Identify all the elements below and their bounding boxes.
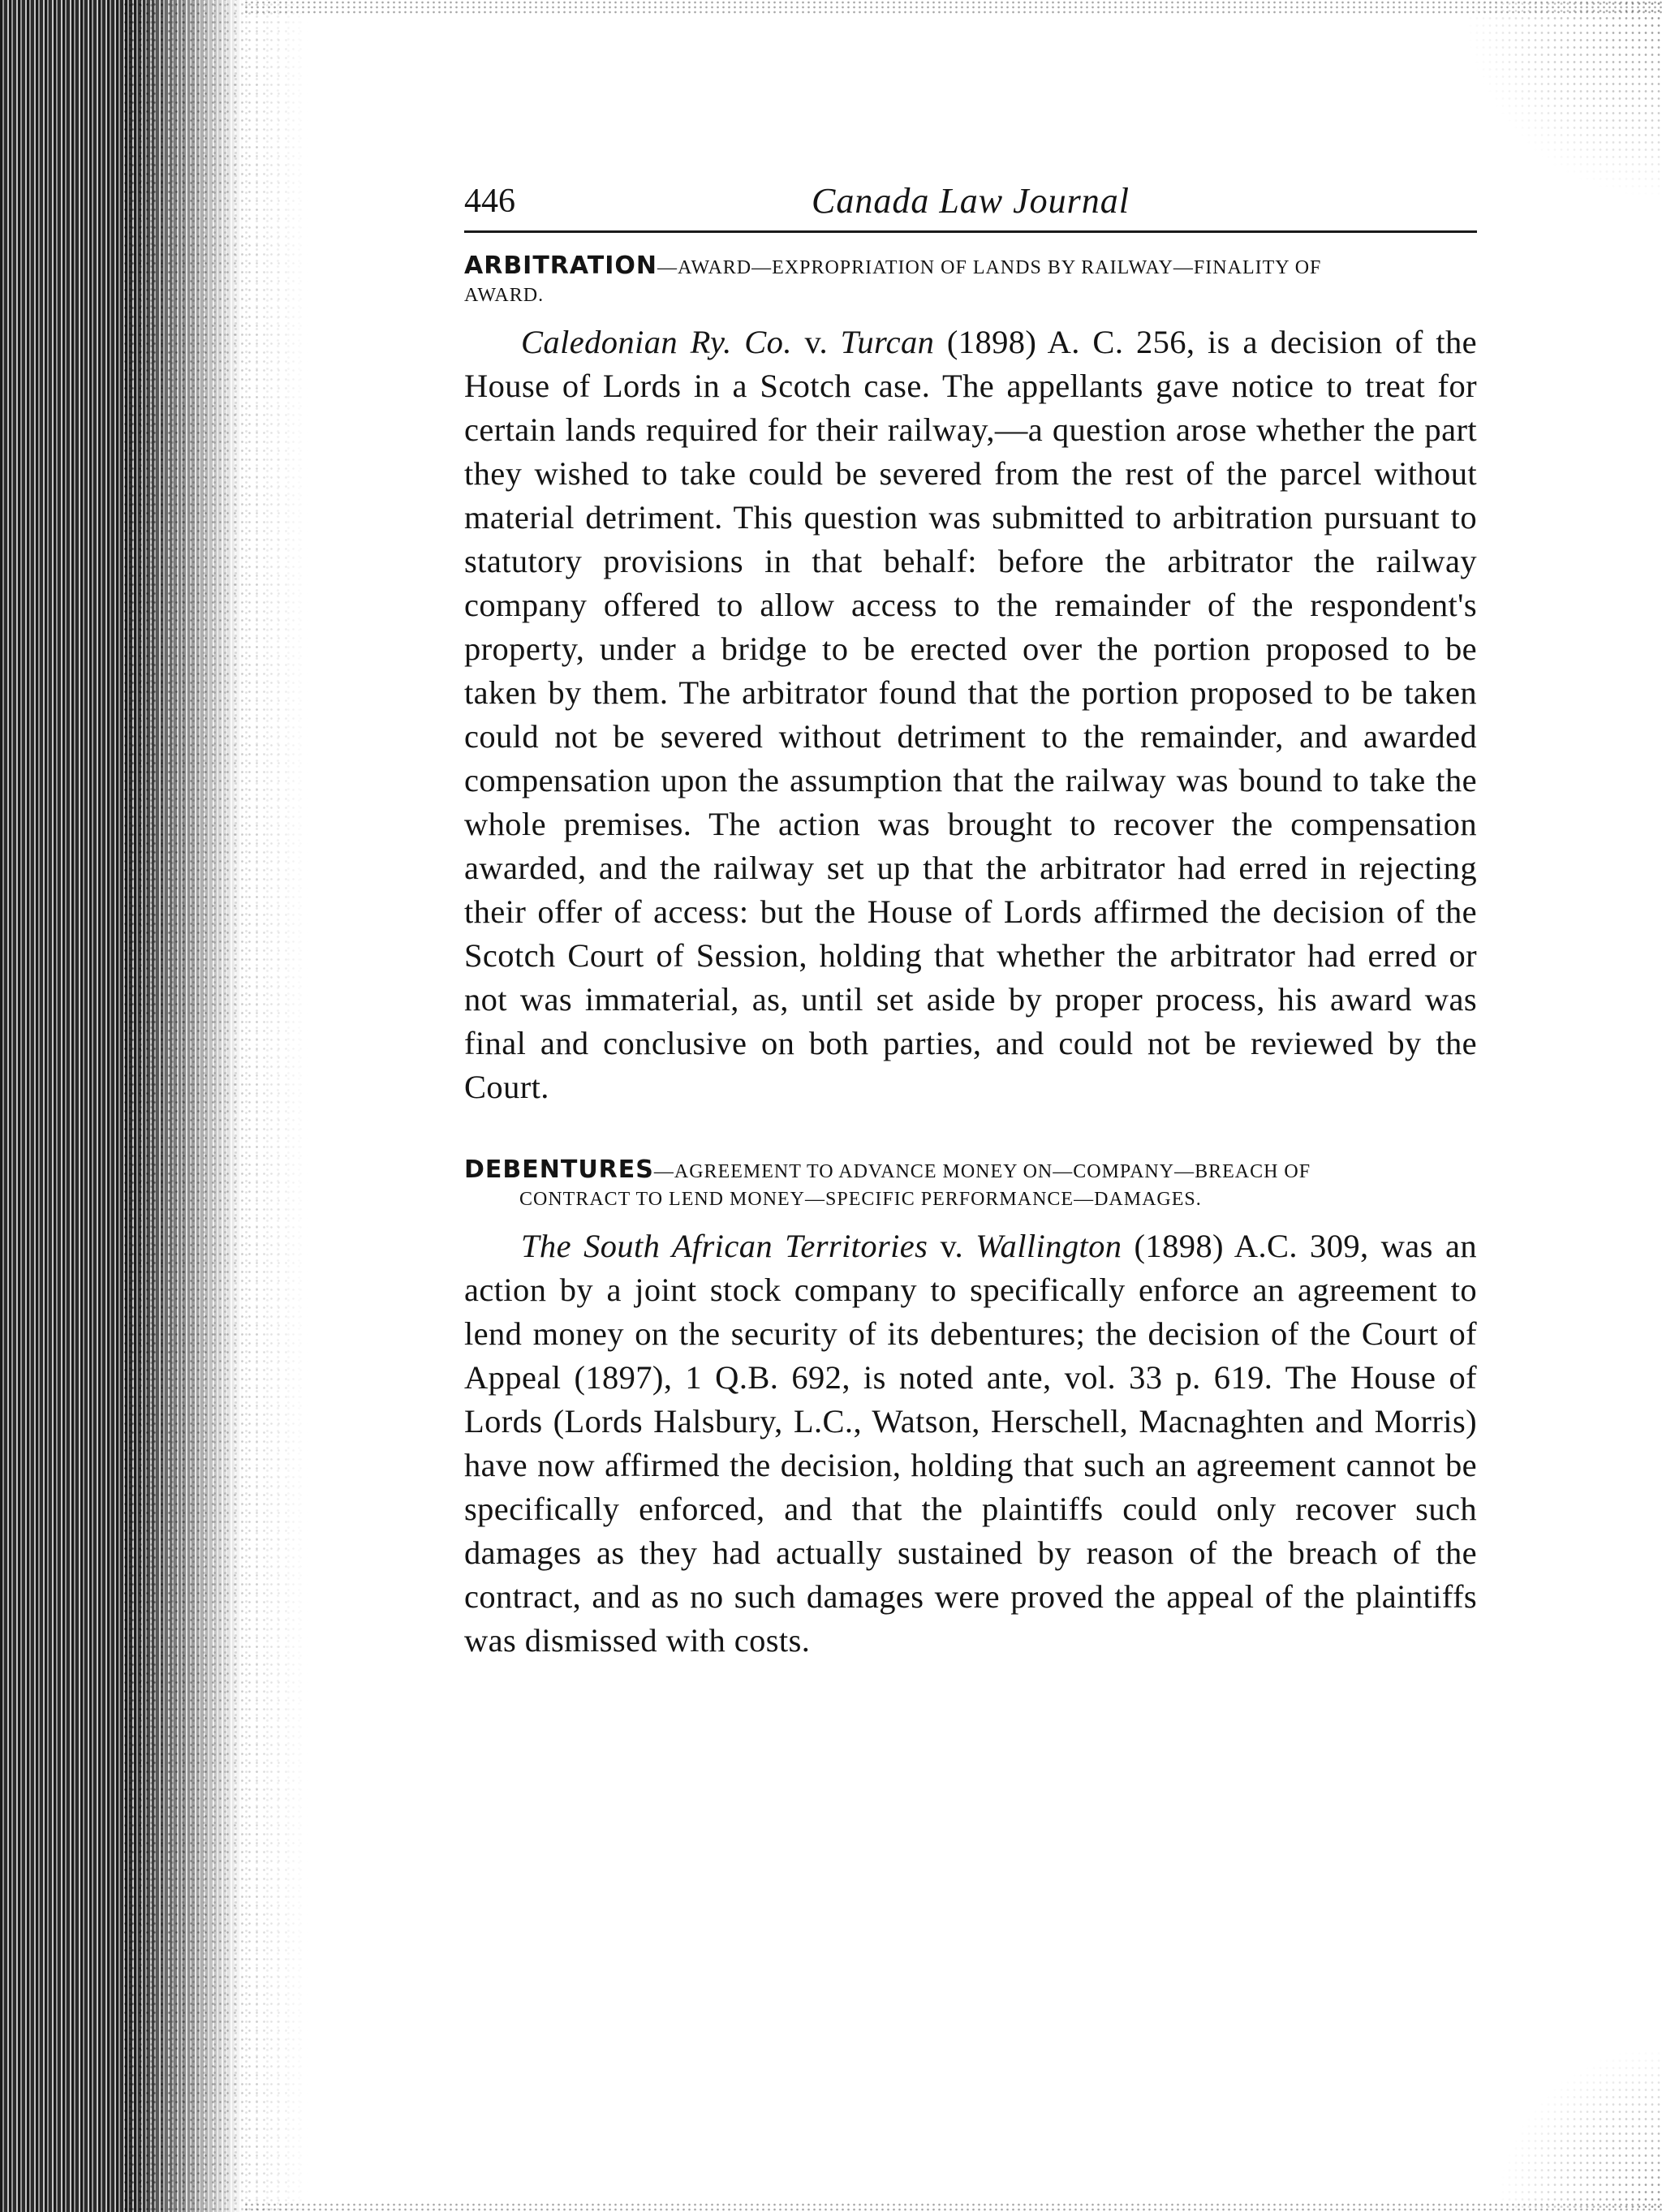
corner-noise-top-right [1467, 0, 1662, 195]
top-edge-noise [243, 0, 1662, 15]
heading-rest: —AGREEMENT TO ADVANCE MONEY ON—COMPANY—BREACH OF [653, 1161, 1311, 1182]
case-name-2: Turcan [840, 324, 935, 360]
paragraph-text: (1898) A. C. 256, is a decision of the House of Lords in a Scotch case. The appellants gave notice to treat for certain lands required for their railway,—a question arose whether the part they wished to take could be severed from the rest of the parcel without material detriment. This question was submitted to arbitration pursuant to statutory provisions in that behalf: before the arbitrator the railway company offered to allow access to the remainder of the respondent's property, under a bridge to be erected over the portion proposed to be taken by them. The arbitrator found that the portion proposed to be taken could not be severed without detriment to the remainder, and awarded compensation upon the assumption that the railway was bound to take the whole premises. The action was brought to recover the compensation awarded, and the railway set up that the arbitrator had erred in rejecting their offer of access: but the House of Lords affirmed the decision of the Scotch Court of Session, holding that whether the arbitrator had erred or not was immaterial, as, until set aside by proper process, his award was final and conclusive on both parties, and could not be reviewed by the Court. [464, 324, 1477, 1105]
heading-lead: ARBITRATION [464, 252, 658, 280]
journal-title: Canada Law Journal [811, 181, 1130, 221]
corner-noise-bottom-right [1500, 2050, 1662, 2212]
case-name: The South African Territories [521, 1228, 928, 1264]
bottom-edge-noise [243, 2202, 1662, 2212]
paragraph-debentures [464, 1224, 1477, 1663]
heading-lead: DEBENTURES [464, 1155, 654, 1184]
section-heading-arbitration [464, 252, 1477, 309]
paragraph-arbitration [464, 321, 1477, 1109]
case-name: Caledonian Ry. Co. [521, 324, 792, 360]
heading-rest: —AWARD—EXPROPRIATION OF LANDS BY RAILWAY—FINALITY OF [657, 257, 1322, 278]
page-number: 446 [464, 183, 515, 220]
heading-continuation: AWARD. [464, 285, 545, 306]
heading-continuation: CONTRACT TO LEND MONEY—SPECIFIC PERFORMANCE—DAMAGES. [519, 1189, 1202, 1210]
case-name-2: Wallington [975, 1228, 1122, 1264]
running-head [464, 180, 1477, 233]
paragraph-text: (1898) A.C. 309, was an action by a joint stock company to specifically enforce an agreement to lend money on the security of its debentures; the decision of the Court of Appeal (1897), 1 Q.B. 692, is noted ante, vol. 33 p. 619. The House of Lords (Lords Halsbury, L.C., Watson, Herschell, Macnaghten and Morris) have now affirmed the decision, holding that such an agreement cannot be specifically enforced, and that the plaintiffs could only recover such damages as they had actually sustained by reason of the breach of the contract, and as no such damages were proved the appeal of the plaintiffs was dismissed with costs. [464, 1228, 1477, 1659]
section-heading-debentures [464, 1156, 1477, 1213]
versus: v. [940, 1228, 964, 1264]
page-body [464, 180, 1477, 1663]
binding-speckle [122, 0, 308, 2212]
versus: v. [804, 324, 829, 360]
